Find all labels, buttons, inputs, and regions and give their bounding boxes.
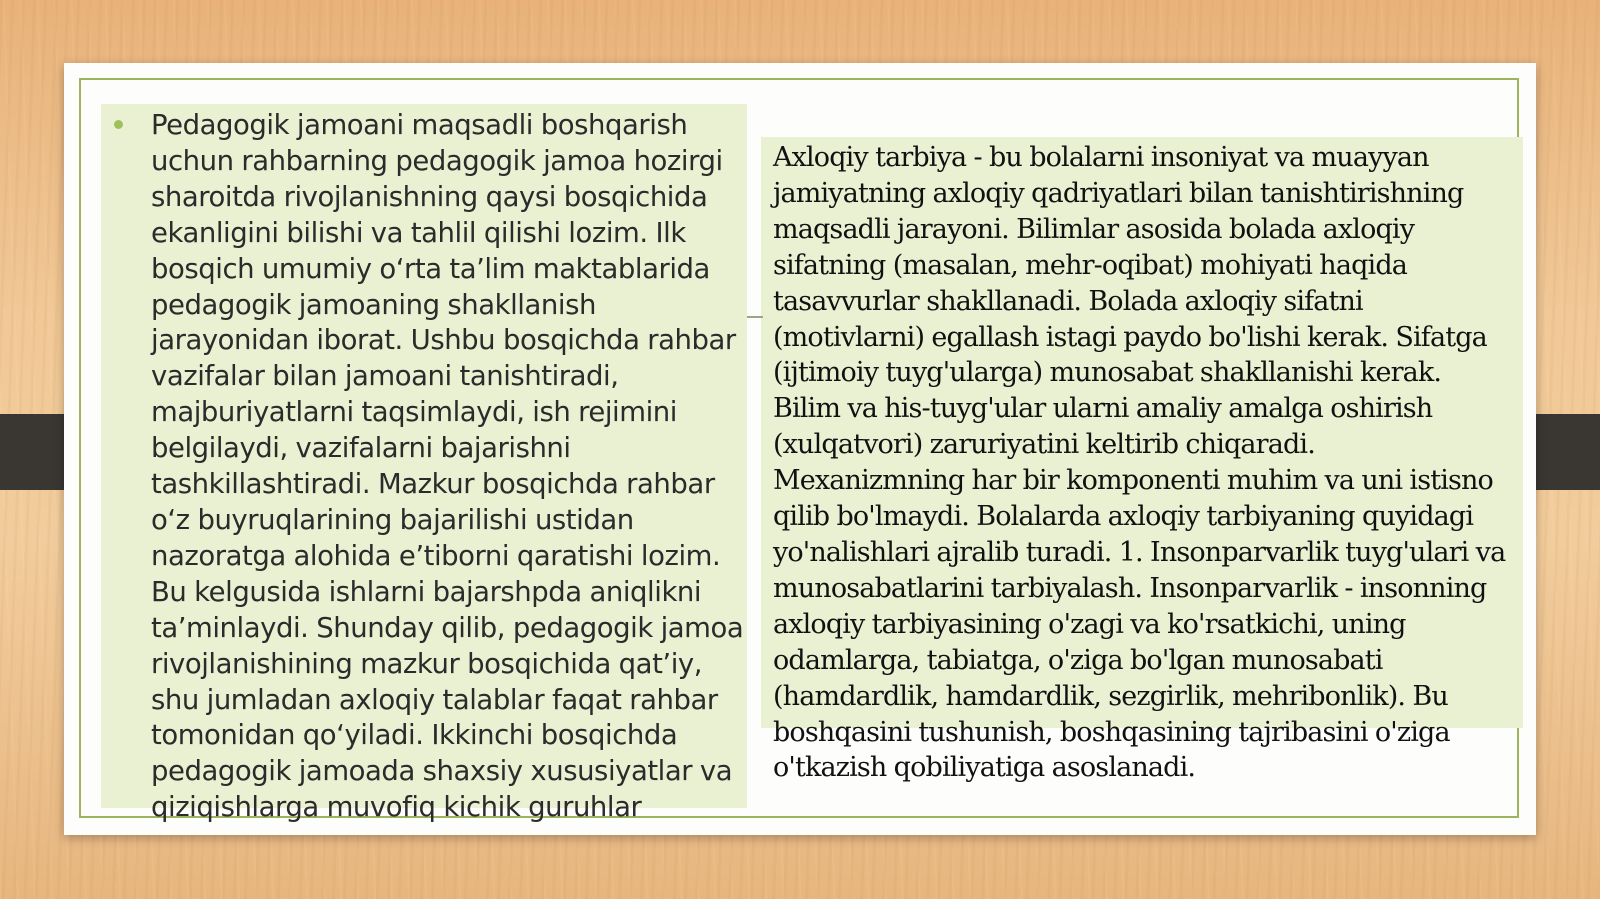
bullet-icon <box>114 120 123 129</box>
left-paragraph: Pedagogik jamoani maqsadli boshqarish uchun rahbarning pedagogik jamoa hozirgi sharoitda rivojlanishning qaysi bosqichida ekanligini bilishi va tahlil qilishi lozim. Ilk bosqich umumiy o‘rta ta’lim maktablarida pedagogik jamoaning shakllanish jarayonidan iborat. Ushbu bosqichda rahbar vazifalar bilan jamoani tanishtiradi, majburiyatlarni taqsimlaydi, ish rejimini belgilaydi, vazifalarni bajarishni tashkillashtiradi. Mazkur bosqichda rahbar o‘z buyruqlarining bajarilishi ustidan nazoratga alohida e’tiborni qaratishi lozim. Bu kelgusida ishlarni bajarshpda aniqlikni ta’minlaydi. Shunday qilib, pedagogik jamoa rivojlanishining mazkur bosqichida qat’iy, shu jumladan axloqiy talablar faqat rahbar tomonidan qo‘yiladi. Ikkinchi bosqichda pedagogik jamoada shaxsiy xususiyatlar va qiziqishlarga muvofiq kichik guruhlar <box>151 109 744 824</box>
connector-line <box>747 316 763 318</box>
right-paragraph: Axloqiy tarbiya - bu bolalarni insoniyat va muayyan jamiyatning axloqiy qadriyatlari bilan tanishtirishning maqsadli jarayoni. Bilimlar asosida bolada axloqiy sifatning (masalan, mehr-oqibat) mohiyati haqida tasavvurlar shakllanadi. Bolada axloqiy sifatni (motivlarni) egallash istagi paydo bo'lishi kerak. Sifatga (ijtimoiy tuyg'ularga) munosabat shakllanishi kerak. Bilim va his-tuyg'ular ularni amaliy amalga oshirish (xulqatvori) zaruriyatini keltirib chiqaradi. Mexanizmning har bir komponenti muhim va uni istisno qilib bo'lmaydi. Bolalarda axloqiy tarbiyaning quyidagi yo'nalishlari ajralib turadi. 1. Insonparvarlik tuyg'ulari va munosabatlarini tarbiyalash. Insonparvarlik - insonning axloqiy tarbiyasining o'zagi va ko'rsatkichi, uning odamlarga, tabiatga, o'ziga bo'lgan munosabati (hamdardlik, hamdardlik, sezgirlik, mehribonlik). Bu boshqasini tushunish, boshqasining tajribasini o'ziga o'tkazish qobiliyatiga asoslanadi. <box>773 142 1506 784</box>
